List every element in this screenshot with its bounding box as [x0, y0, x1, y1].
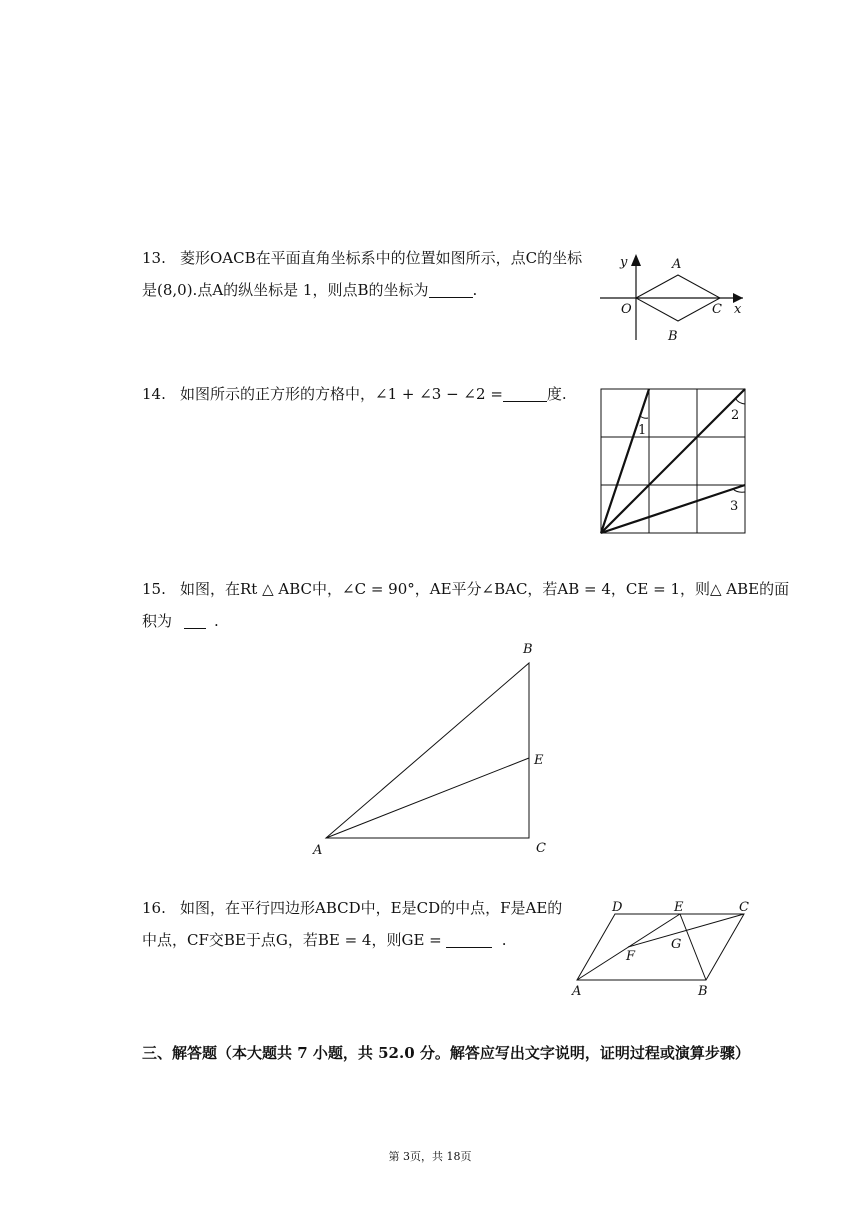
question-text: 菱形OACB在平面直角坐标系中的位置如图所示，点C的坐标 [180, 249, 583, 267]
figure-13-rhombus [595, 248, 755, 348]
question-text: 中点，CF交BE于点G，若BE = 4，则GE = [142, 931, 442, 949]
answer-blank[interactable] [446, 929, 492, 948]
question-text: 如图，在Rt △ ABC中，∠C = 90°，AE平分∠BAC，若AB = 4，CE = 1，则△ ABE的面 [180, 580, 790, 598]
question-number: 13. [142, 249, 166, 267]
question-text-end: . [214, 612, 219, 630]
label-y: y [620, 255, 628, 270]
label-A: A [572, 984, 582, 999]
label-B: B [698, 984, 708, 999]
label-B: B [523, 642, 533, 657]
question-text: 积为 [142, 612, 173, 630]
page-footer: 第 3页，共 18页 [388, 1150, 472, 1163]
label-B: B [668, 329, 678, 344]
question-14 [142, 378, 567, 410]
question-13 [142, 242, 582, 306]
question-text-end: 度. [546, 385, 567, 403]
question-text: 如图，在平行四边形ABCD中，E是CD的中点，F是AE的 [180, 899, 563, 917]
question-text-end: . [472, 281, 478, 299]
label-A: A [672, 257, 682, 272]
label-C: C [712, 302, 722, 317]
figure-15-triangle [300, 632, 560, 862]
question-number: 14. [142, 385, 166, 403]
angle-label-3: 3 [730, 499, 739, 514]
label-E: E [534, 753, 544, 768]
figure-14-grid [598, 386, 750, 538]
label-F: F [626, 949, 636, 964]
label-E: E [674, 900, 684, 915]
question-16 [142, 892, 562, 956]
label-A: A [313, 843, 323, 858]
label-D: D [612, 900, 623, 915]
section-heading: 三、解答题（本大题共 7 小题，共 52.0 分。解答应写出文字说明，证明过程或演算步骤） [142, 1044, 750, 1062]
answer-blank[interactable] [429, 279, 473, 298]
label-O: O [621, 302, 632, 317]
question-number: 16. [142, 899, 166, 917]
question-text: 如图所示的正方形的方格中，∠1 + ∠3 − ∠2 = [180, 385, 503, 403]
question-text-end: . [501, 931, 507, 949]
question-text: 是(8,0).点A的纵坐标是 1，则点B的坐标为 [142, 281, 429, 299]
answer-blank[interactable] [184, 610, 206, 629]
label-C: C [536, 841, 546, 856]
figure-16-parallelogram [565, 896, 755, 1000]
question-number: 15. [142, 580, 166, 598]
angle-label-1: 1 [638, 423, 647, 438]
label-x: x [734, 302, 742, 317]
answer-blank[interactable] [503, 383, 547, 402]
question-15 [142, 573, 789, 637]
label-C: C [739, 900, 749, 915]
angle-label-2: 2 [731, 408, 740, 423]
label-G: G [671, 937, 682, 952]
